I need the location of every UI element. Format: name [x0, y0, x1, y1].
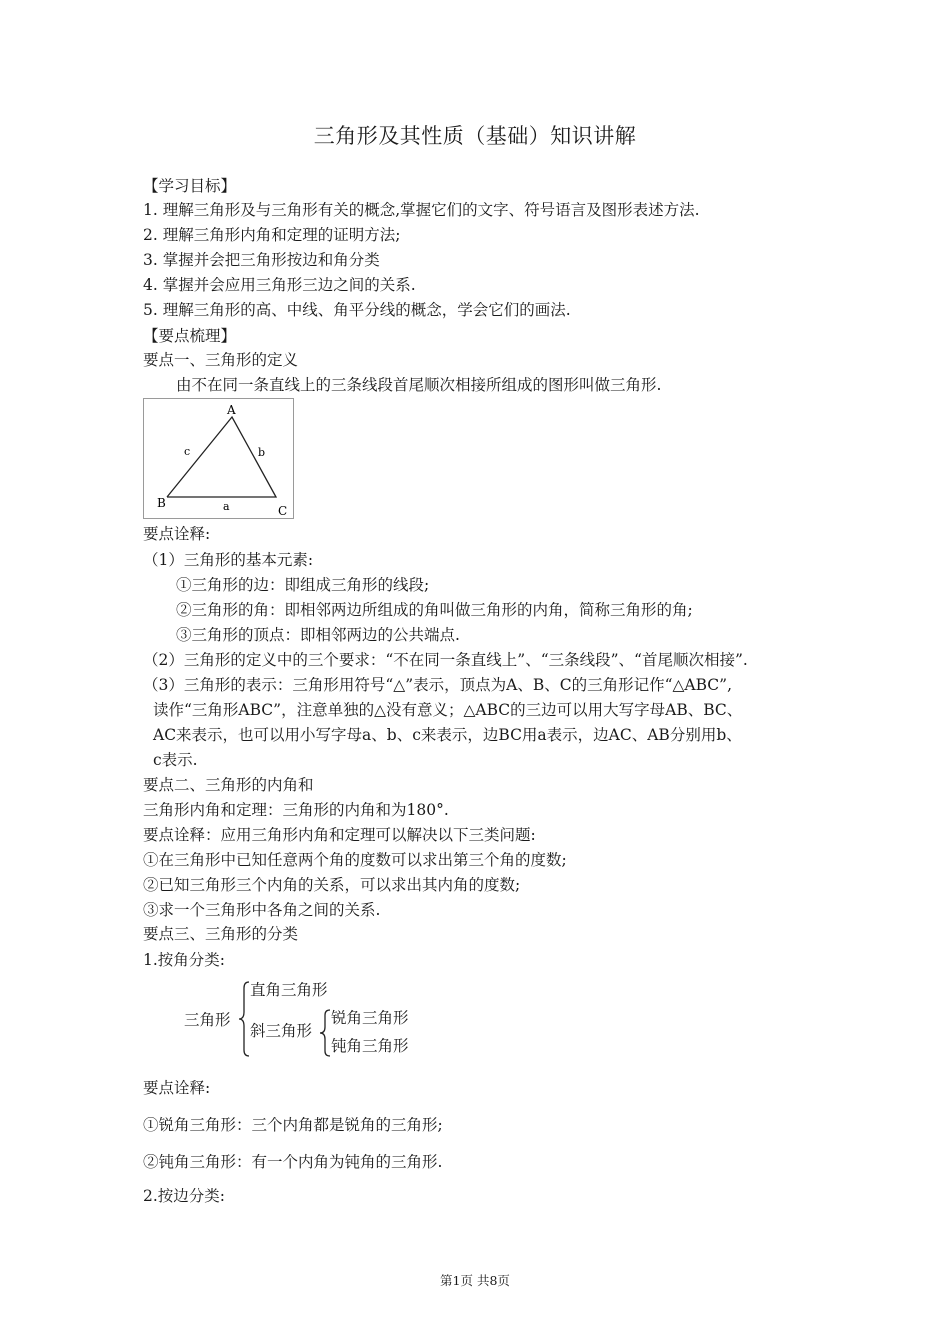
point1-note: c表示.: [153, 751, 198, 769]
vertex-b-label: B: [157, 496, 166, 510]
point2-note: ②已知三角形三个内角的关系，可以求出其内角的度数;: [143, 876, 521, 894]
by-side-label: 2.按边分类:: [143, 1187, 226, 1205]
point1-note: AC来表示，也可以用小写字母a、b、c来表示，边BC用a表示，边AC、AB分别用b、: [153, 726, 742, 744]
side-c-label: c: [184, 445, 191, 458]
page-footer: 第1页 共8页: [440, 1273, 510, 1288]
point3-note: ①锐角三角形：三个内角都是锐角的三角形;: [143, 1116, 443, 1134]
triangle-figure: [143, 398, 294, 519]
vertex-a-label: A: [227, 403, 236, 417]
point3-heading: 要点三、三角形的分类: [143, 925, 299, 943]
triangle-diagram: [143, 398, 294, 519]
tree-acute-triangle: 锐角三角形: [331, 1009, 409, 1027]
point1-heading: 要点一、三角形的定义: [143, 351, 299, 369]
point2-note: ③求一个三角形中各角之间的关系.: [143, 901, 381, 919]
point1-note: 读作“三角形ABC”，注意单独的△没有意义；△ABC的三边可以用大写字母AB、BC、: [153, 701, 743, 719]
tree-obtuse-triangle: 钝角三角形: [331, 1037, 409, 1055]
page-title: 三角形及其性质（基础）知识讲解: [313, 124, 637, 148]
objective-item: 1. 理解三角形及与三角形有关的概念,掌握它们的文字、符号语言及图形表述方法.: [143, 201, 700, 219]
tree-right-triangle: 直角三角形: [250, 981, 328, 999]
point1-note: ①三角形的边：即组成三角形的线段;: [176, 576, 430, 594]
point1-notes-heading: 要点诠释:: [143, 525, 211, 543]
inner-brace: [318, 1008, 332, 1058]
point1-note: （3）三角形的表示：三角形用符号“△”表示，顶点为A、B、C的三角形记作“△ABC”,: [143, 676, 733, 694]
point1-note: （1）三角形的基本元素:: [143, 551, 314, 569]
by-angle-label: 1.按角分类:: [143, 951, 226, 969]
vertex-c-label: C: [278, 504, 288, 518]
point1-definition: 由不在同一条直线上的三条线段首尾顺次相接所组成的图形叫做三角形.: [176, 376, 662, 394]
point3-note: ②钝角三角形：有一个内角为钝角的三角形.: [143, 1153, 443, 1171]
point3-notes-heading: 要点诠释:: [143, 1079, 211, 1097]
point1-note: （2）三角形的定义中的三个要求：“不在同一条直线上”、“三条线段”、“首尾顺次相接”.: [143, 651, 748, 669]
objective-item: 3. 掌握并会把三角形按边和角分类: [143, 251, 380, 269]
side-a-label: a: [223, 500, 230, 513]
objective-item: 2. 理解三角形内角和定理的证明方法;: [143, 226, 401, 244]
objectives-heading: 【学习目标】: [143, 177, 237, 195]
point2-notes-heading: 要点诠释：应用三角形内角和定理可以解决以下三类问题:: [143, 826, 536, 844]
point2-note: ①在三角形中已知任意两个角的度数可以求出第三个角的度数;: [143, 851, 567, 869]
summary-heading: 【要点梳理】: [143, 327, 237, 345]
point2-heading: 要点二、三角形的内角和: [143, 776, 314, 794]
point2-theorem: 三角形内角和定理：三角形的内角和为180°.: [143, 801, 449, 819]
tree-oblique-triangle: 斜三角形: [250, 1022, 313, 1040]
side-b-label: b: [258, 446, 266, 459]
tree-root: 三角形: [184, 1011, 231, 1029]
point1-note: ②三角形的角：即相邻两边所组成的角叫做三角形的内角，简称三角形的角;: [176, 601, 693, 619]
objective-item: 5. 理解三角形的高、中线、角平分线的概念，学会它们的画法.: [143, 301, 571, 319]
point1-note: ③三角形的顶点：即相邻两边的公共端点.: [176, 626, 460, 644]
figure-border: [144, 399, 294, 519]
objective-item: 4. 掌握并会应用三角形三边之间的关系.: [143, 276, 416, 294]
